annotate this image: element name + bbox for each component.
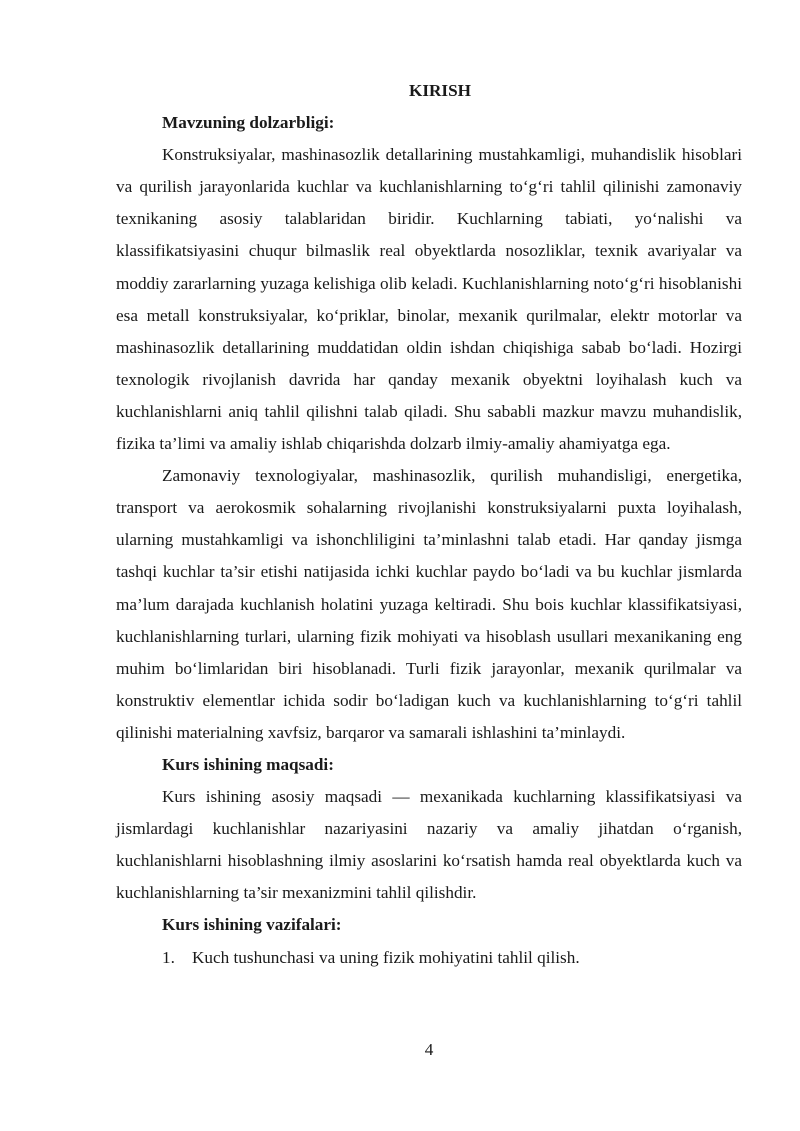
paragraph: Konstruksiyalar, mashinasozlik detallarining mustahkamligi, muhandislik hisoblari va qurilish jarayonlarida kuchlar va kuchlanishlarning to‘g‘ri tahlil qilinishi zamonaviy texnikaning asosiy talablaridan biridir. Kuchlarning tabiati, yo‘nalishi va klassifikatsiyasini chuqur bilmaslik real obyektlarda nosozliklar, texnik avariyalar va moddiy zararlarning yuzaga kelishiga olib keladi. Kuchlanishlarning noto‘g‘ri hisoblanishi esa metall konstruksiyalar, ko‘priklar, binolar, mexanik qurilmalar, elektr motorlar va mashinasozlik detallarining muddatidan oldin ishdan chiqishiga sabab bo‘ladi. Hozirgi texnologik rivojlanish davrida har qanday mexanik obyektni loyihalash kuch va kuchlanishlarni aniq tahlil qilishni talab qiladi. Shu sababli mazkur mavzu muhandislik, fizika ta’limi va amaliy ishlab chiqarishda dolzarb ilmiy-amaliy ahamiyatga ega. <box>116 145 742 454</box>
list-item-text: Kuch tushunchasi va uning fizik mohiyatini tahlil qilish. <box>192 947 580 967</box>
section-heading-relevance: Mavzuning dolzarbligi: <box>162 113 335 133</box>
paragraph: Zamonaviy texnologiyalar, mashinasozlik, qurilish muhandisligi, energetika, transport va aerokosmik sohalarning rivojlanishi konstruksiyalarni puxta loyihalash, ularning mustahkamligi va ishonchliligini ta’minlashni talab etadi. Har qanday jismga tashqi kuchlar ta’sir etishi natijasida ichki kuchlar paydo bo‘ladi va bu kuchlar jismlarda ma’lum darajada kuchlanish holatini yuzaga keltiradi. Shu bois kuchlar klassifikatsiyasi, kuchlanishlarning turlari, ularning fizik mohiyati va hisoblash usullari mexanikaning eng muhim bo‘limlaridan biri hisoblanadi. Turli fizik jarayonlar, mexanik qurilmalar va konstruktiv elementlar ichida sodir bo‘ladigan kuch va kuchlanishlarning to‘g‘ri tahlil qilinishi materialning xavfsiz, barqaror va samarali ishlashini ta’minlaydi. <box>116 466 742 742</box>
page-number: 4 <box>424 1040 434 1059</box>
section-heading-tasks: Kurs ishining vazifalari: <box>162 915 342 935</box>
section-heading-goal: Kurs ishining maqsadi: <box>162 754 334 774</box>
paragraph: Kurs ishining asosiy maqsadi — mexanikada kuchlarning klassifikatsiyasi va jismlardagi kuchlanishlar nazariyasini nazariy va amaliy jihatdan o‘rganish, kuchlanishlarni hisoblashning ilmiy asoslarini ko‘rsatish hamda real obyektlarda kuch va kuchlanishlarning ta’sir mexanizmini tahlil qilishdir. <box>116 787 742 903</box>
list-item <box>116 942 742 974</box>
list-item-number: 1. <box>162 947 175 967</box>
page-title: KIRISH <box>408 81 472 100</box>
task-list <box>116 942 742 974</box>
page-content <box>116 75 742 974</box>
